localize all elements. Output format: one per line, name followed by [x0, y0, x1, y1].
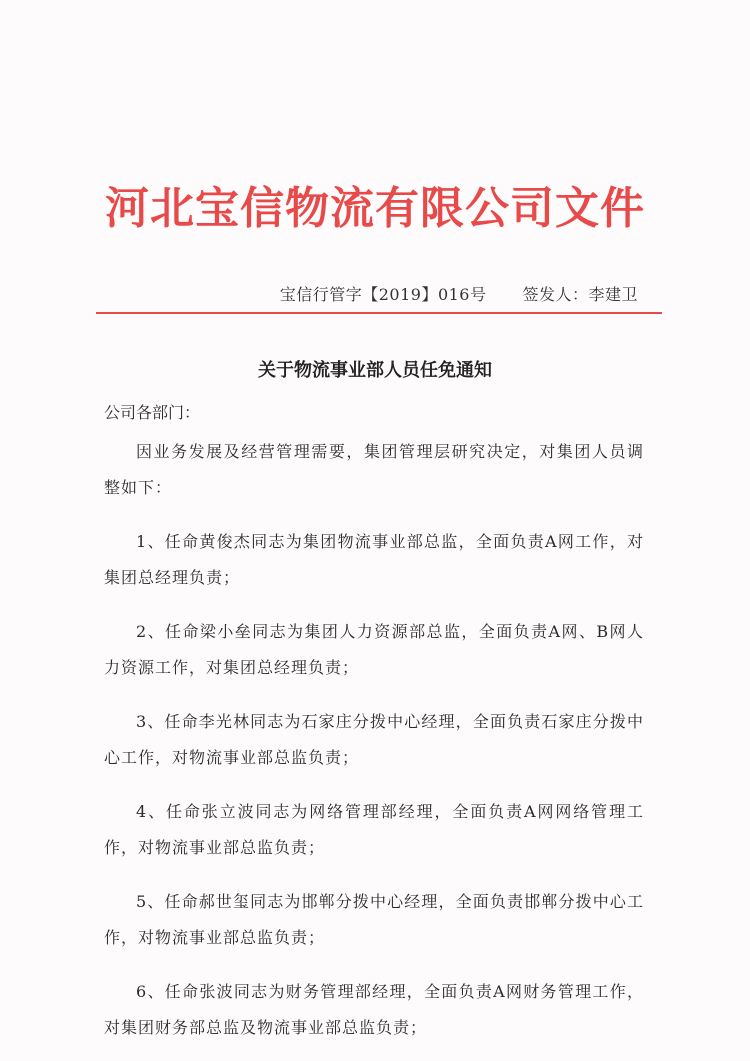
appointment-item: 2、任命梁小垒同志为集团人力资源部总监，全面负责A网、B网人力资源工作，对集团总经理负责； [104, 622, 644, 677]
signer: 签发人：李建卫 [522, 285, 638, 304]
doc-info-line [280, 282, 638, 305]
appointment-item: 4、任命张立波同志为网络管理部经理，全面负责A网网络管理工作，对物流事业部总监负责； [104, 802, 644, 857]
notice-title: 关于物流事业部人员任免通知 [258, 360, 492, 381]
appointment-item: 3、任命李光林同志为石家庄分拨中心经理，全面负责石家庄分拨中心工作，对物流事业部总监负责； [104, 712, 644, 767]
intro-paragraph: 因业务发展及经营管理需要，集团管理层研究决定，对集团人员调整如下： [104, 442, 644, 497]
doc-number: 宝信行管字【2019】016号 [279, 285, 487, 304]
red-divider [96, 312, 662, 314]
appointment-item: 6、任命张波同志为财务管理部经理，全面负责A网财务管理工作，对集团财务部总监及物流事业部总监负责； [104, 982, 644, 1037]
notice-body [104, 434, 644, 1061]
salutation: 公司各部门： [104, 403, 201, 422]
appointment-item: 5、任命郝世玺同志为邯郸分拨中心经理，全面负责邯郸分拨中心工作，对物流事业部总监负责； [104, 892, 644, 947]
appointment-item: 1、任命黄俊杰同志为集团物流事业部总监，全面负责A网工作，对集团总经理负责； [104, 532, 644, 587]
org-title: 河北宝信物流有限公司文件 [105, 183, 645, 234]
